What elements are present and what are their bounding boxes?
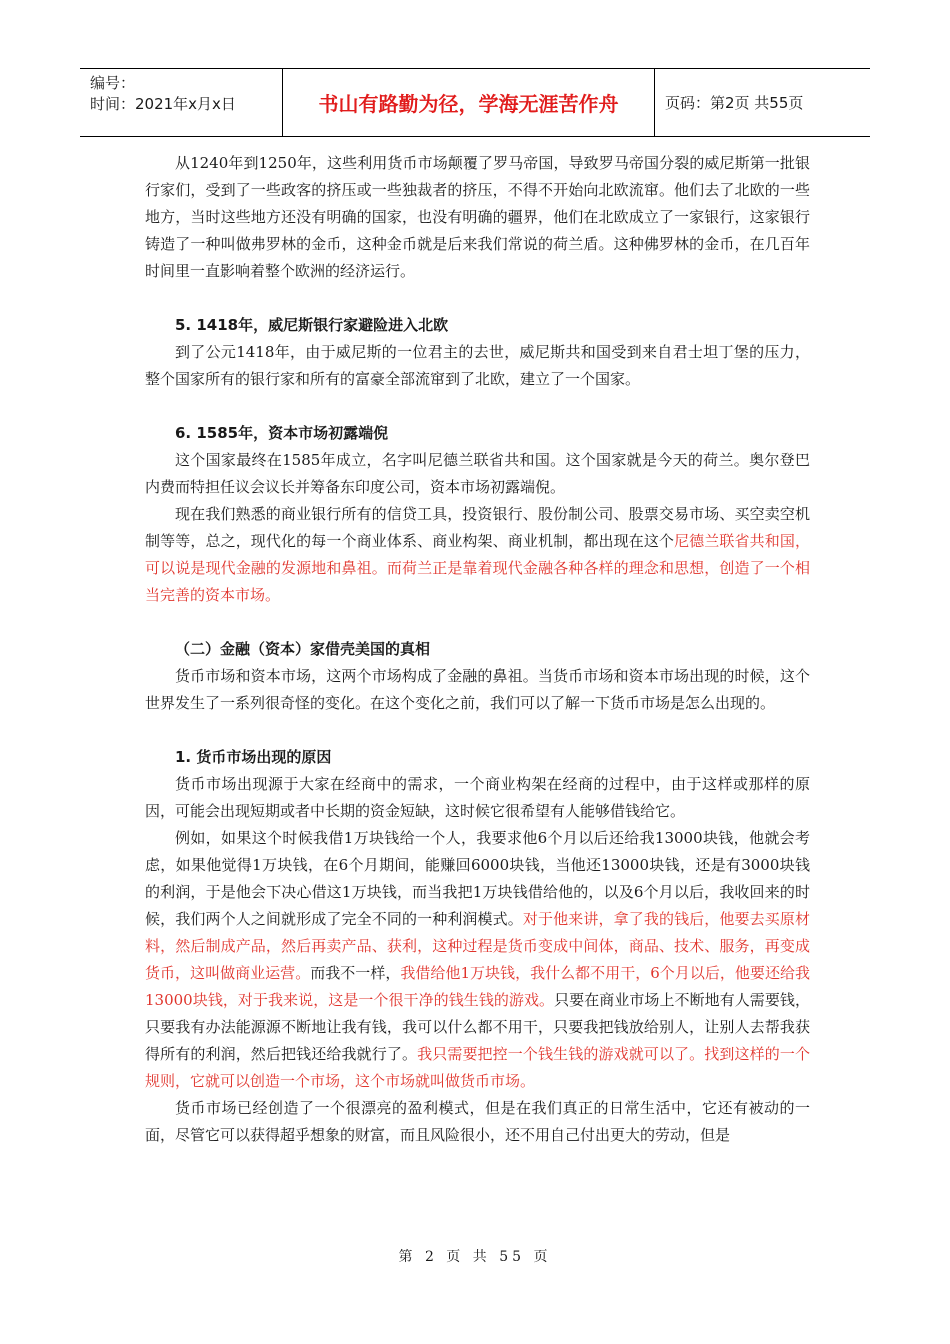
- paragraph: [145, 501, 810, 609]
- paragraph: 货币市场出现源于大家在经商中的需求，一个商业构架在经商的过程中，由于这样或那样的原因，可能会出现短期或者中长期的资金短缺，这时候它很希望有人能够借钱给它。: [145, 775, 810, 820]
- highlight-text: 尼德兰联省共和国，可以说是现代金融的发源地和鼻祖。而荷兰正是靠着现代金融各种各样的理念和思想，创造了一个相当完善的资本市场。: [145, 532, 810, 604]
- text-run: 只要在商业市场上不断地有人需要钱，只要我有办法能源源不断地让我有钱，我可以什么都不用干，只要我把钱放给别人，让别人去帮我获得所有的利润，然后把钱还给我就行了。: [145, 991, 810, 1063]
- page-footer: 第 2 页 共 55 页: [398, 1249, 552, 1265]
- highlight-text: 对于他来讲，拿了我的钱后，他要去买原材料，然后制成产品，然后再卖产品、获利，这种过程是货币变成中间体，商品、技术、服务，再变成货币，这叫做商业运营。: [145, 910, 810, 982]
- text-run: 而我不一样，: [310, 964, 401, 982]
- paragraph: 到了公元1418年，由于威尼斯的一位君主的去世，威尼斯共和国受到来自君士坦丁堡的压力，整个国家所有的银行家和所有的富豪全部流窜到了北欧，建立了一个国家。: [145, 343, 810, 388]
- time-label: 时间：2021年x月x日: [90, 95, 236, 113]
- section-heading: 6. 1585年，资本市场初露端倪: [175, 424, 389, 442]
- section-heading: 5. 1418年，威尼斯银行家避险进入北欧: [175, 316, 449, 334]
- document-body: [145, 150, 810, 1149]
- header-meta: [80, 69, 283, 136]
- page-header: [80, 68, 870, 137]
- paragraph: 从1240年到1250年，这些利用货币市场颠覆了罗马帝国，导致罗马帝国分裂的威尼斯第一批银行家们，受到了一些政客的挤压或一些独裁者的挤压，不得不开始向北欧流窜。他们去了北欧的一些地方，当时这些地方还没有明确的国家，也没有明确的疆界，他们在北欧成立了一家银行，这家银行铸造了一种叫做弗罗林的金币，这种金币就是后来我们常说的荷兰盾。这种佛罗林的金币，在几百年时间里一直影响着整个欧洲的经济运行。: [145, 154, 810, 280]
- highlight-text: 我只需要把控一个钱生钱的游戏就可以了。找到这样的一个规则，它就可以创造一个市场，这个市场就叫做货币市场。: [145, 1045, 810, 1090]
- header-page-label: 页码：第2页 共55页: [665, 94, 804, 112]
- text-run: 例如，如果这个时候我借1万块钱给一个人，我要求他6个月以后还给我13000块钱，他就会考虑，如果他觉得1万块钱，在6个月期间，能赚回6000块钱，当他还13000块钱，还是有3000块钱的利润，于是他会下决心借这1万块钱，而当我把1万块钱借给他的，以及6个月以后，我收回来的时候，我们两个人之间就形成了完全不同的一种利润模式。: [145, 829, 810, 928]
- paragraph: 货币市场和资本市场，这两个市场构成了金融的鼻祖。当货币市场和资本市场出现的时候，这个世界发生了一系列很奇怪的变化。在这个变化之前，我们可以了解一下货币市场是怎么出现的。: [145, 667, 810, 712]
- paragraph: [145, 825, 810, 1095]
- number-label: 编号：: [90, 74, 136, 92]
- paragraph: 货币市场已经创造了一个很漂亮的盈利模式，但是在我们真正的日常生活中，它还有被动的一面，尽管它可以获得超乎想象的财富，而且风险很小，还不用自己付出更大的劳动，但是: [145, 1099, 810, 1144]
- header-motto: 书山有路勤为径，学海无涯苦作舟: [283, 69, 655, 136]
- section-heading: 1. 货币市场出现的原因: [175, 748, 332, 766]
- highlight-text: 我借给他1万块钱，我什么都不用干，6个月以后，他要还给我13000块钱，对于我来说，这是一个很干净的钱生钱的游戏。: [145, 964, 810, 1009]
- text-run: 现在我们熟悉的商业银行所有的信贷工具，投资银行、股份制公司、股票交易市场、买空卖空机制等等，总之，现代化的每一个商业体系、商业构架、商业机制，都出现在这个: [145, 505, 810, 550]
- paragraph: 这个国家最终在1585年成立，名字叫尼德兰联省共和国。这个国家就是今天的荷兰。奥尔登巴内费而特担任议会议长并筹备东印度公司，资本市场初露端倪。: [145, 451, 810, 496]
- chapter-heading: （二）金融（资本）家借壳美国的真相: [175, 640, 431, 658]
